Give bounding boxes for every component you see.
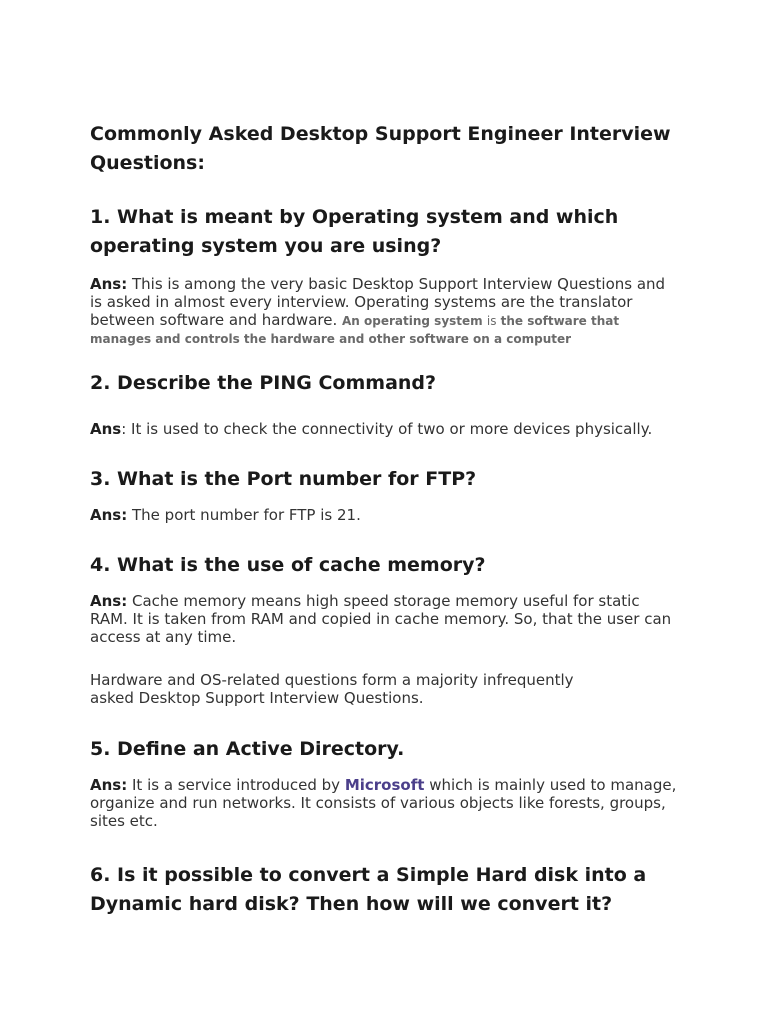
question-2: 2. Describe the PING Command? bbox=[90, 372, 437, 394]
answer-1 bbox=[90, 275, 680, 347]
answer-1-note-b: is bbox=[486, 314, 497, 328]
answer-2 bbox=[90, 420, 680, 438]
answer-1-note-a: An operating system bbox=[342, 314, 483, 328]
ans-label: Ans: bbox=[90, 506, 128, 524]
question-5: 5. Define an Active Directory. bbox=[90, 738, 405, 760]
paragraph-os-questions: Hardware and OS-related questions form a majority infrequently asked Desktop Support Interview Questions. bbox=[90, 671, 574, 707]
answer-5-text-pre: It is a service introduced by bbox=[132, 776, 341, 794]
answer-3-text: The port number for FTP is 21. bbox=[132, 506, 361, 524]
ans-label: Ans: bbox=[90, 275, 128, 293]
ans-label: Ans: bbox=[90, 592, 128, 610]
question-4: 4. What is the use of cache memory? bbox=[90, 554, 486, 576]
question-6: 6. Is it possible to convert a Simple Hard disk into a Dynamic hard disk? Then how will we convert it? bbox=[90, 864, 647, 915]
ans-label: Ans: bbox=[90, 776, 128, 794]
page-title: Commonly Asked Desktop Support Engineer Interview Questions: bbox=[90, 123, 671, 174]
microsoft-link[interactable]: Microsoft bbox=[344, 776, 425, 794]
document-page bbox=[90, 120, 680, 919]
answer-4-text: Cache memory means high speed storage memory useful for static RAM. It is taken from RAM and copied in cache memory. So, that the user can access at any time. bbox=[90, 592, 672, 646]
answer-5-text-post: which is mainly used to manage, organize and run networks. It consists of various objects like forests, groups, sites etc. bbox=[90, 776, 677, 830]
answer-5 bbox=[90, 776, 680, 830]
answer-4 bbox=[90, 592, 680, 646]
ans-label: Ans bbox=[90, 420, 122, 438]
answer-1-note-c: the software that manages and controls the hardware and other software on a computer bbox=[90, 314, 620, 346]
answer-2-text: : It is used to check the connectivity of two or more devices physically. bbox=[121, 420, 653, 438]
answer-3 bbox=[90, 506, 680, 524]
answer-1-text: This is among the very basic Desktop Support Interview Questions and is asked in almost every interview. Operating systems are the translator between software and hardware. bbox=[90, 275, 666, 329]
question-3: 3. What is the Port number for FTP? bbox=[90, 468, 477, 490]
question-1: 1. What is meant by Operating system and which operating system you are using? bbox=[90, 206, 619, 257]
